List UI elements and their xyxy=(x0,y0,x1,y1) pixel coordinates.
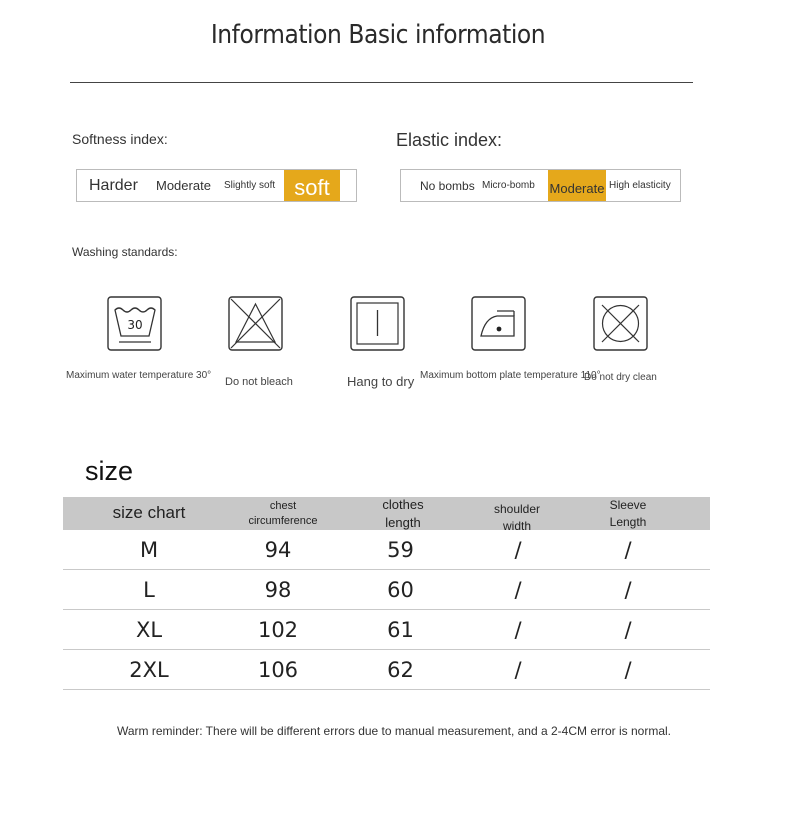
page-title: Information Basic information xyxy=(210,20,546,50)
cell-shoulder: / xyxy=(514,578,522,602)
washing-standards-label: Washing standards: xyxy=(72,245,178,259)
elastic-level-micro-bomb: Micro-bomb xyxy=(482,180,535,191)
size-section-title: size xyxy=(85,456,134,486)
header-shoulder-width: shoulder width xyxy=(493,502,541,533)
cell-shoulder: / xyxy=(514,538,522,562)
cell-sleeve: / xyxy=(624,658,632,682)
wash-text-iron-temp: Maximum bottom plate temperature 110° xyxy=(420,370,601,381)
elastic-scale xyxy=(400,169,681,202)
cell-chest: 94 xyxy=(264,538,292,562)
size-table-header xyxy=(63,496,710,533)
hang-dry-icon xyxy=(350,296,405,351)
softness-level-moderate: Moderate xyxy=(156,178,211,193)
cell-size: L xyxy=(143,578,155,602)
size-table xyxy=(63,497,710,690)
cell-size: 2XL xyxy=(129,658,169,682)
header-chest-circumference: chest circumference xyxy=(248,499,318,527)
no-dry-clean-icon xyxy=(593,296,648,351)
header-sleeve-length: Sleeve Length xyxy=(609,498,647,529)
table-row xyxy=(63,650,710,690)
softness-level-slightly-soft: Slightly soft xyxy=(224,180,276,191)
cell-chest: 98 xyxy=(264,578,292,602)
cell-length: 62 xyxy=(387,658,414,682)
softness-index-label: Softness index: xyxy=(72,131,168,147)
softness-scale xyxy=(76,169,357,202)
warm-reminder-note: Warm reminder: There will be different errors due to manual measurement, and a 2-4CM error is normal. xyxy=(117,724,671,738)
cell-sleeve: / xyxy=(624,538,632,562)
wash-30-icon xyxy=(107,296,162,351)
title-divider xyxy=(70,82,693,83)
elastic-index-label: Elastic index: xyxy=(396,130,503,150)
header-clothes-length: clothes length xyxy=(382,496,424,530)
wash-temp-value: 30 xyxy=(127,318,143,332)
wash-text-no-dry-clean: Do not dry clean xyxy=(584,372,657,383)
elastic-level-moderate-selected: Moderate xyxy=(548,170,606,201)
cell-sleeve: / xyxy=(624,578,632,602)
softness-level-soft-selected: soft xyxy=(284,170,340,201)
cell-length: 59 xyxy=(387,538,414,562)
cell-size: M xyxy=(139,538,159,562)
table-row xyxy=(63,530,710,570)
table-row xyxy=(63,570,710,610)
cell-length: 61 xyxy=(387,618,414,642)
cell-shoulder: / xyxy=(514,658,522,682)
header-size-chart: size chart xyxy=(112,503,186,523)
softness-level-harder: Harder xyxy=(89,176,138,194)
table-row xyxy=(63,610,710,650)
cell-chest: 102 xyxy=(257,618,299,642)
cell-shoulder: / xyxy=(514,618,522,642)
wash-text-hang-dry: Hang to dry xyxy=(347,374,415,389)
iron-low-icon xyxy=(471,296,526,351)
elastic-level-high-elasticity: High elasticity xyxy=(609,180,671,191)
no-bleach-icon xyxy=(228,296,283,351)
elastic-level-no-bombs: No bombs xyxy=(420,178,475,193)
cell-sleeve: / xyxy=(624,618,632,642)
cell-length: 60 xyxy=(387,578,414,602)
wash-text-no-bleach: Do not bleach xyxy=(225,376,293,388)
cell-chest: 106 xyxy=(257,658,299,682)
cell-size: XL xyxy=(135,618,163,642)
wash-text-water-temp: Maximum water temperature 30° xyxy=(66,370,212,381)
